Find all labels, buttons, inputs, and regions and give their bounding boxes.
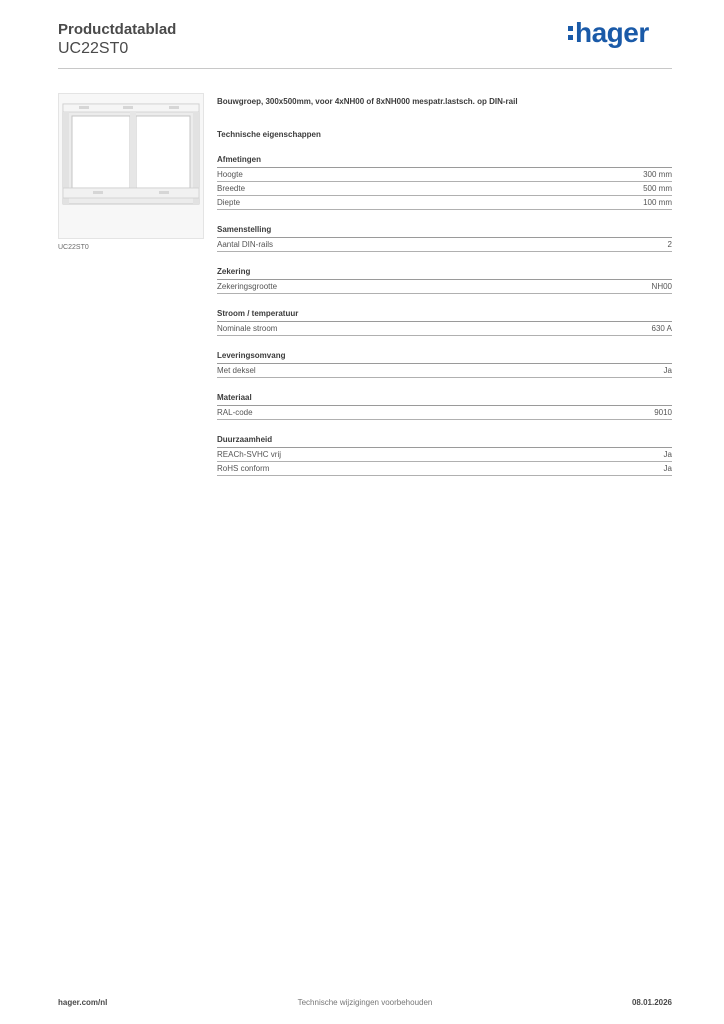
group-title: Afmetingen bbox=[217, 155, 672, 168]
property-label: Aantal DIN-rails bbox=[217, 240, 274, 249]
image-caption: UC22ST0 bbox=[58, 244, 89, 251]
property-label: Diepte bbox=[217, 198, 241, 207]
property-group-delivery bbox=[217, 351, 672, 378]
property-group-fuse bbox=[217, 267, 672, 294]
property-value: Ja bbox=[663, 464, 672, 473]
document-title: Productdatablad bbox=[58, 21, 177, 38]
property-value: NH00 bbox=[651, 282, 672, 291]
hager-logo bbox=[568, 16, 649, 50]
table-row bbox=[217, 322, 672, 336]
technical-properties-title: Technische eigenschappen bbox=[217, 130, 321, 139]
group-title: Materiaal bbox=[217, 393, 672, 406]
enclosure-frame-icon bbox=[59, 94, 203, 238]
property-value: 630 A bbox=[651, 324, 672, 333]
logo-dots-icon bbox=[568, 26, 573, 40]
property-value: 500 mm bbox=[643, 184, 672, 193]
table-row bbox=[217, 462, 672, 476]
property-group-material bbox=[217, 393, 672, 420]
product-image bbox=[58, 93, 204, 239]
property-value: 2 bbox=[667, 240, 672, 249]
table-row bbox=[217, 448, 672, 462]
document-header bbox=[58, 20, 176, 59]
table-row bbox=[217, 182, 672, 196]
property-label: Hoogte bbox=[217, 170, 243, 179]
property-label: RAL-code bbox=[217, 408, 253, 417]
group-title: Leveringsomvang bbox=[217, 351, 672, 364]
group-title: Duurzaamheid bbox=[217, 435, 672, 448]
property-group-current bbox=[217, 309, 672, 336]
footer-website-link[interactable]: hager.com/nl bbox=[58, 998, 108, 1007]
logo-text: hager bbox=[575, 17, 649, 48]
group-title: Samenstelling bbox=[217, 225, 672, 238]
footer-notice: Technische wijzigingen voorbehouden bbox=[297, 998, 433, 1007]
property-value: 9010 bbox=[654, 408, 672, 417]
header-divider bbox=[58, 68, 672, 69]
property-value: 100 mm bbox=[643, 198, 672, 207]
property-group-sustainability bbox=[217, 435, 672, 476]
product-description: Bouwgroep, 300x500mm, voor 4xNH00 of 8xNH000 mespatr.lastsch. op DIN-rail bbox=[217, 97, 518, 106]
table-row bbox=[217, 280, 672, 294]
property-value: 300 mm bbox=[643, 170, 672, 179]
property-label: Zekeringsgrootte bbox=[217, 282, 278, 291]
property-group-composition bbox=[217, 225, 672, 252]
property-label: REACh-SVHC vrij bbox=[217, 450, 282, 459]
property-label: RoHS conform bbox=[217, 464, 270, 473]
property-group-dimensions bbox=[217, 155, 672, 210]
table-row bbox=[217, 196, 672, 210]
footer-date: 08.01.2026 bbox=[631, 998, 672, 1007]
group-title: Stroom / temperatuur bbox=[217, 309, 672, 322]
group-title: Zekering bbox=[217, 267, 672, 280]
table-row bbox=[217, 364, 672, 378]
property-label: Nominale stroom bbox=[217, 324, 278, 333]
property-label: Breedte bbox=[217, 184, 246, 193]
product-code: UC22ST0 bbox=[58, 40, 129, 57]
product-details bbox=[217, 96, 672, 476]
property-value: Ja bbox=[663, 450, 672, 459]
property-label: Met deksel bbox=[217, 366, 256, 375]
table-row bbox=[217, 238, 672, 252]
property-value: Ja bbox=[663, 366, 672, 375]
table-row bbox=[217, 406, 672, 420]
table-row bbox=[217, 168, 672, 182]
